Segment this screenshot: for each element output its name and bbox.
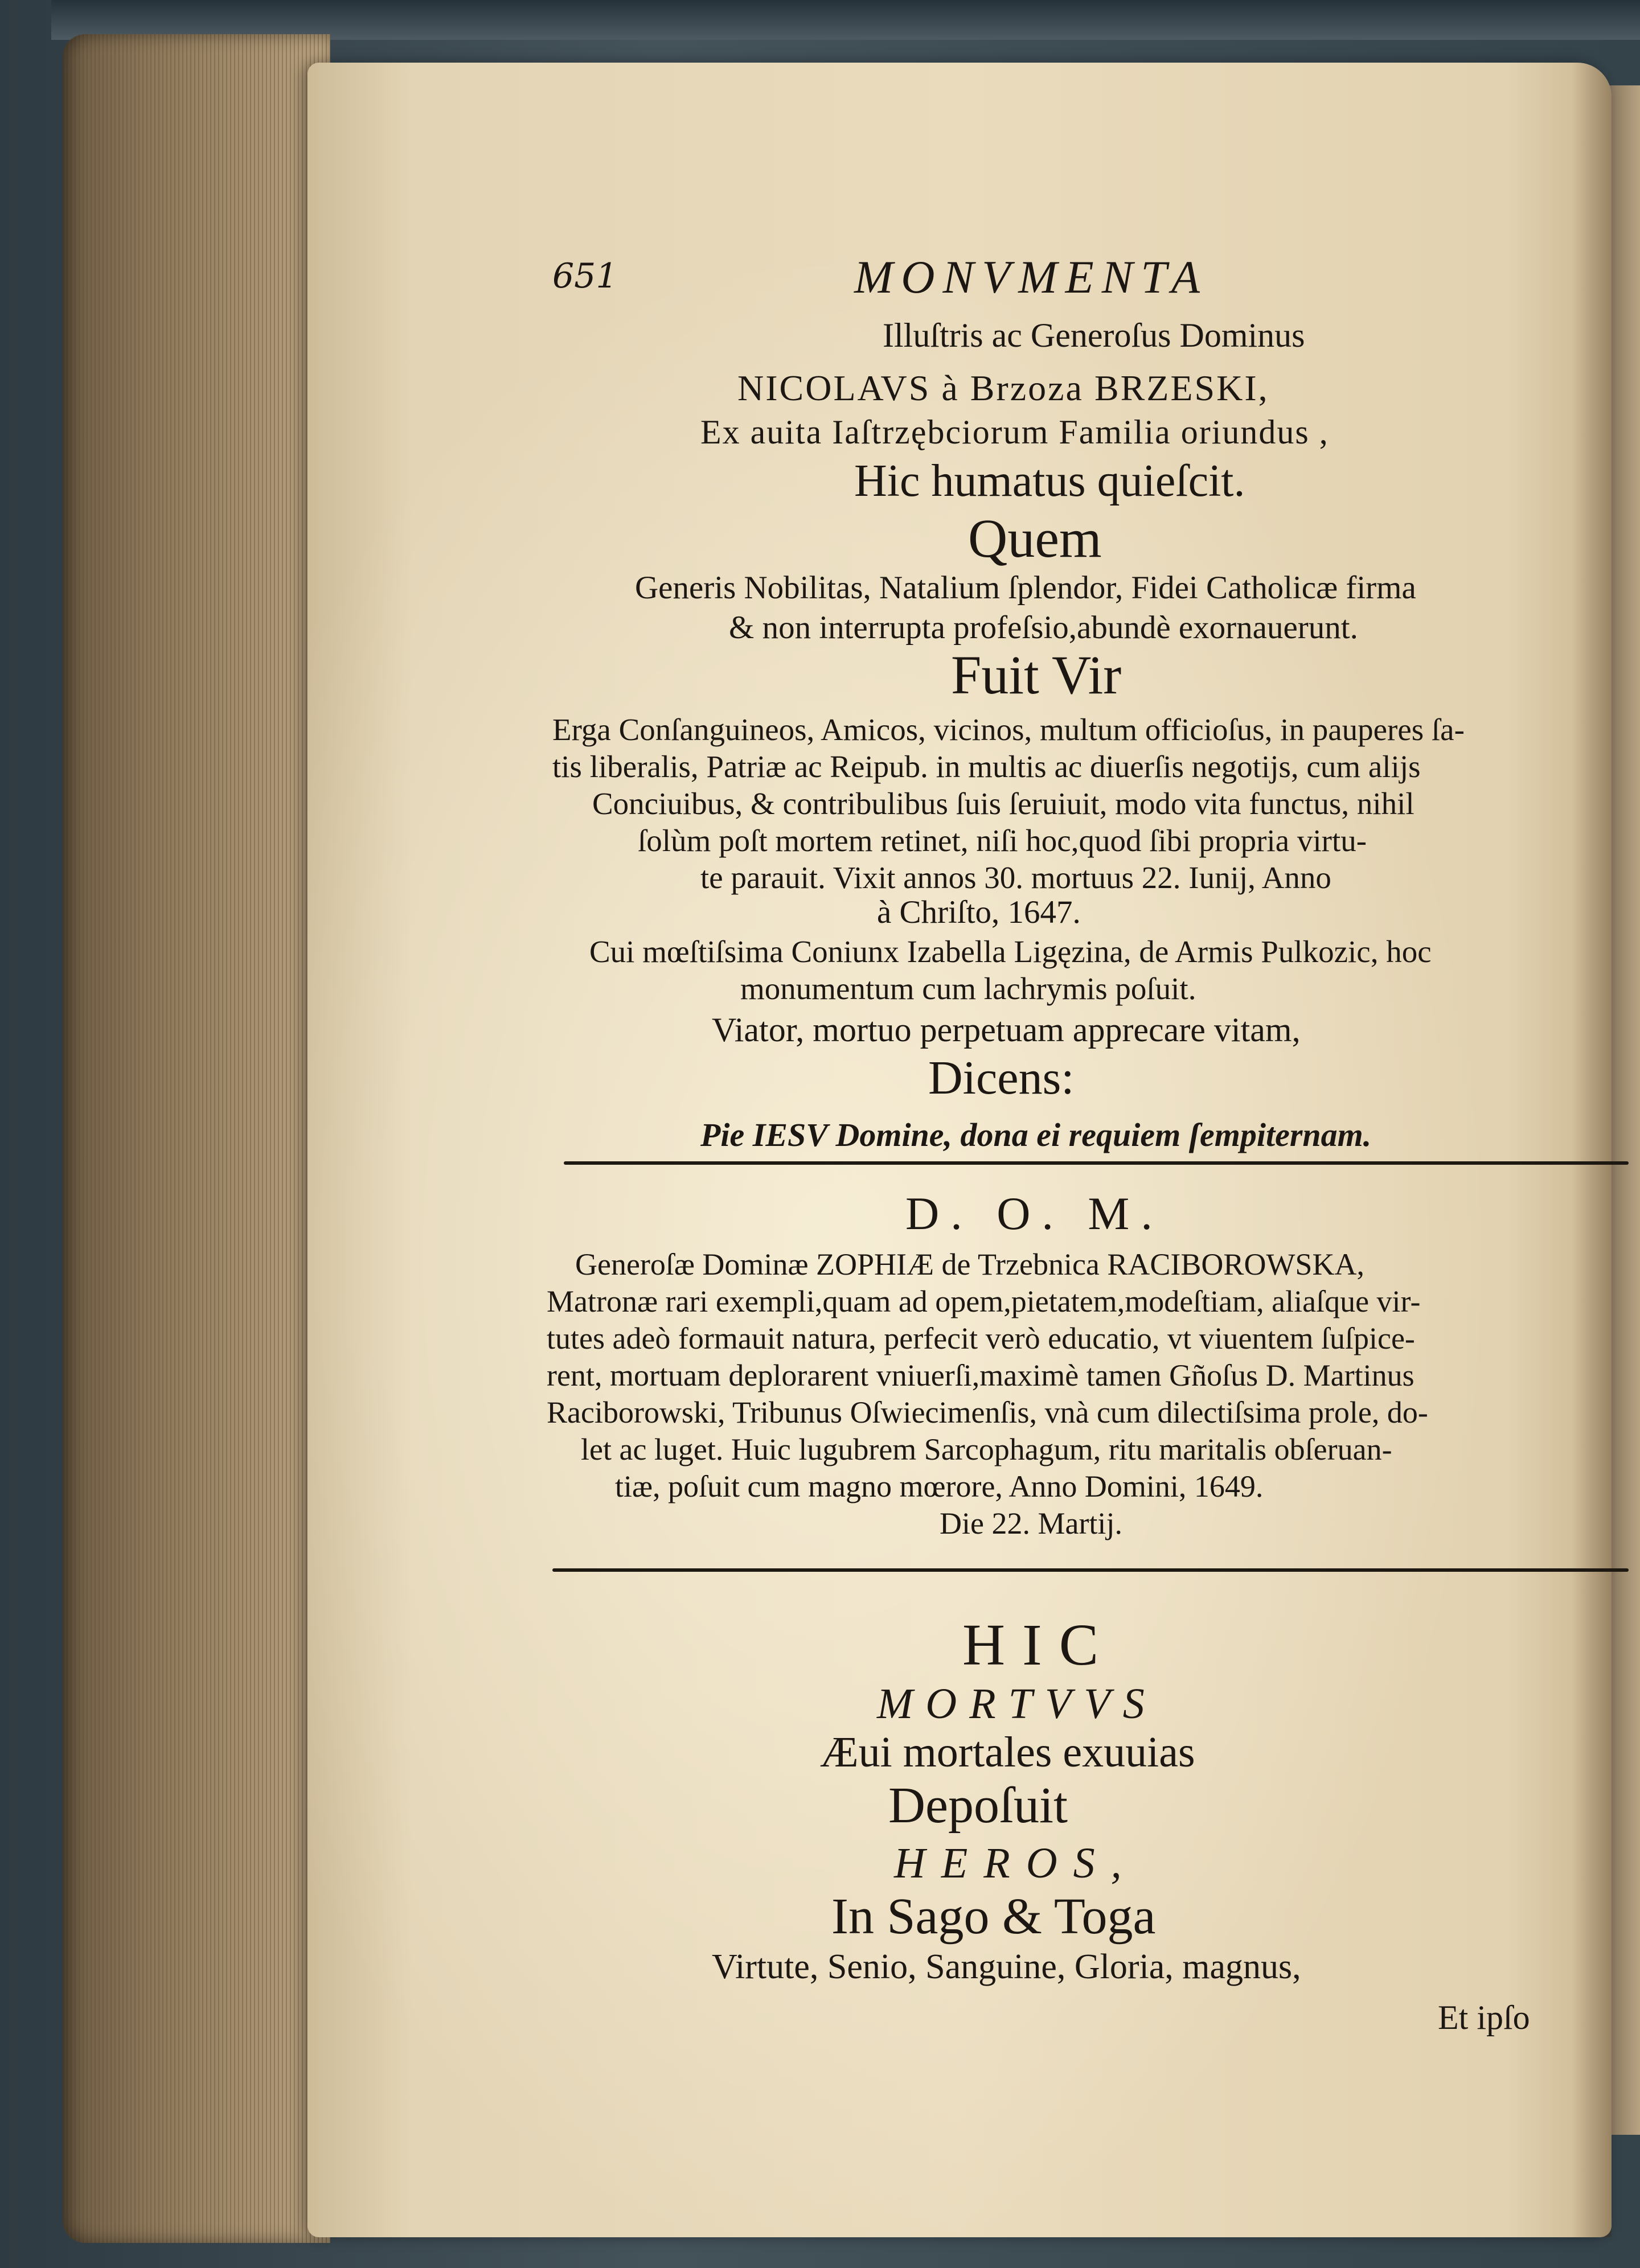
separator-rule-1: [564, 1161, 1629, 1165]
epitaph1-line18: Dicens:: [928, 1051, 1075, 1104]
epitaph1-line2: NICOLAVS à Brzoza BRZESKI,: [737, 368, 1269, 408]
epitaph1-line14: à Chriſto, 1647.: [877, 894, 1081, 930]
epitaph1-line4: Hic humatus quieſcit.: [854, 456, 1245, 506]
epitaph1-line17: Viator, mortuo perpetuam apprecare vitam,: [712, 1011, 1301, 1049]
book-page: [308, 63, 1612, 2237]
epitaph2-line4: tutes adeò formauit natura, perfecit verò educatio, vt viuentem ſuſpice-: [547, 1321, 1415, 1355]
epitaph1-line1: Illuſtris ac Generoſus Dominus: [883, 317, 1305, 354]
epitaph1-line7: & non interrupta profeſsio,abundè exornauerunt.: [729, 610, 1358, 646]
epitaph1-line13: te parauit. Vixit annos 30. mortuus 22. Iunij, Anno: [700, 860, 1331, 895]
page-content: [308, 63, 1612, 2237]
epitaph3-line3: Æui mortales exuuias: [820, 1728, 1195, 1776]
running-head: MONVMENTA: [854, 251, 1208, 303]
epitaph1-line12: ſolùm poſt mortem retinet, niſi hoc,quod ſibi propria virtu-: [638, 823, 1367, 858]
page-number: 651: [552, 256, 618, 296]
epitaph3-line2: MORTVVS: [877, 1680, 1157, 1728]
epitaph2-line8: tiæ, poſuit cum magno mœrore, Anno Domini, 1649.: [615, 1469, 1264, 1503]
epitaph3-line6: In Sago & Toga: [831, 1888, 1156, 1945]
epitaph2-line1: D. O. M.: [905, 1188, 1164, 1239]
epitaph2-line3: Matronæ rari exempli,quam ad opem,pietatem,modeſtiam, aliaſque vir-: [547, 1284, 1421, 1318]
epitaph3-line5: HEROS,: [894, 1839, 1138, 1887]
epitaph1-line9: Erga Conſanguineos, Amicos, vicinos, multum officioſus, in pauperes ſa-: [552, 712, 1465, 747]
epitaph1-line6: Generis Nobilitas, Natalium ſplendor, Fidei Catholicæ firma: [635, 570, 1416, 606]
catchword: Et ipſo: [1438, 1999, 1530, 2036]
epitaph1-line15: Cui mœſtiſsima Coniunx Izabella Ligęzina, de Armis Pulkozic, hoc: [589, 934, 1432, 969]
epitaph1-line10: tis liberalis, Patriæ ac Reipub. in multis ac diuerſis negotijs, cum alijs: [552, 749, 1421, 784]
epitaph2-line5: rent, mortuam deplorarent vniuerſi,maximè tamen Gñoſus D. Martinus: [547, 1358, 1414, 1392]
epitaph1-line5: Quem: [968, 508, 1102, 569]
epitaph1-line11: Conciuibus, & contribulibus ſuis ſeruiuit, modo vita functus, nihil: [592, 786, 1414, 821]
epitaph1-line16: monumentum cum lachrymis poſuit.: [740, 971, 1196, 1006]
epitaph1-line19: Pie IESV Domine, dona ei requiem ſempiternam.: [700, 1116, 1372, 1153]
epitaph2-line7: let ac luget. Huic lugubrem Sarcophagum, ritu maritalis obſeruan-: [581, 1432, 1392, 1466]
epitaph2-line9: Die 22. Martij.: [940, 1506, 1122, 1540]
epitaph3-line4: Depoſuit: [888, 1777, 1068, 1834]
epitaph1-line8: Fuit Vir: [951, 644, 1122, 705]
epitaph2-line2: Generoſæ Dominæ ZOPHIÆ de Trzebnica RACIBOROWSKA,: [575, 1247, 1364, 1281]
epitaph1-line3: Ex auita Iaſtrzębciorum Familia oriundus ,: [700, 413, 1329, 451]
epitaph3-line1: HIC: [962, 1612, 1116, 1678]
separator-rule-2: [552, 1568, 1629, 1572]
epitaph2-line6: Raciborowski, Tribunus Oſwiecimenſis, vnà cum dilectiſsima prole, do-: [547, 1395, 1428, 1429]
book-page-edges: [63, 34, 330, 2243]
epitaph3-line7: Virtute, Senio, Sanguine, Gloria, magnus,: [712, 1947, 1301, 1986]
